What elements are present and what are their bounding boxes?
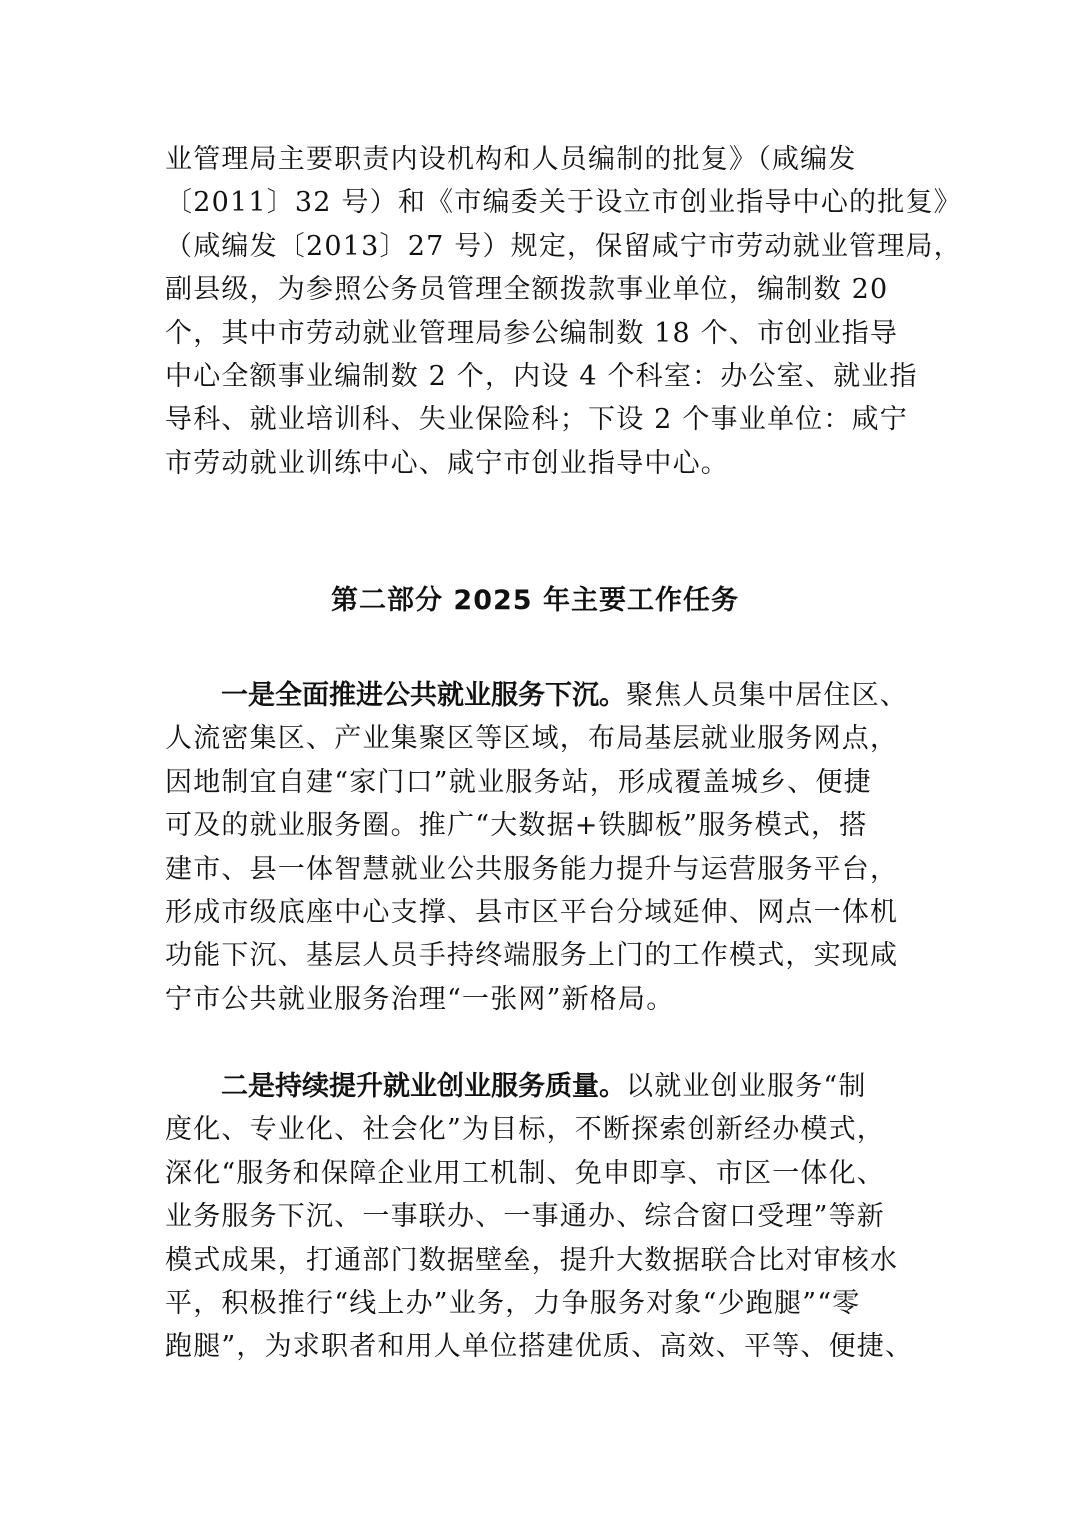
paragraph-line: 业务服务下沉、一事联办、一事通办、综合窗口受理”等新 <box>165 1201 886 1233</box>
task-one-lead: 一是全面推进公共就业服务下沉。 <box>221 680 626 711</box>
paragraph-line: 形成市级底座中心支撑、县市区平台分域延伸、网点一体机 <box>165 897 899 929</box>
paragraph-line: 市劳动就业训练中心、咸宁市创业指导中心。 <box>165 447 729 479</box>
paragraph-line: 模式成果，打通部门数据壁垒，提升大数据联合比对审核水 <box>165 1244 899 1276</box>
paragraph-line: 可及的就业服务圈。推广“大数据+铁脚板”服务模式，搭 <box>165 810 868 842</box>
paragraph-line: 跑腿”，为求职者和用人单位搭建优质、高效、平等、便捷、 <box>165 1331 914 1363</box>
paragraph-line: 副县级，为参照公务员管理全额拨款事业单位，编制数 20 <box>165 274 889 306</box>
paragraph-line: 〔2011〕32 号）和《市编委关于设立市创业指导中心的批复》 <box>165 187 962 219</box>
task-two-first-line-rest: 以就业创业服务“制 <box>626 1071 867 1102</box>
paragraph-line: 中心全额事业编制数 2 个，内设 4 个科室：办公室、就业指 <box>165 361 918 393</box>
paragraph-line: （咸编发〔2013〕27 号）规定，保留咸宁市劳动就业管理局， <box>165 230 962 262</box>
paragraph-line: 建市、县一体智慧就业公共服务能力提升与运营服务平台， <box>165 853 899 885</box>
task-two-lead: 二是持续提升就业创业服务质量。 <box>221 1071 626 1102</box>
paragraph-line: 因地制宜自建“家门口”就业服务站，形成覆盖城乡、便捷 <box>165 766 872 798</box>
paragraph-first-line <box>165 674 908 717</box>
paragraph-line: 平，积极推行“线上办”业务，力争服务对象“少跑腿”“零 <box>165 1288 861 1320</box>
task-one-first-line-rest: 聚焦人员集中居住区、 <box>626 680 908 711</box>
paragraph-line: 个，其中市劳动就业管理局参公编制数 18 个、市创业指导 <box>165 317 899 349</box>
paragraph-line: 宁市公共就业服务治理“一张网”新格局。 <box>165 983 675 1015</box>
paragraph-line: 业管理局主要职责内设机构和人员编制的批复》（咸编发 <box>165 144 857 175</box>
section-title: 第二部分 2025 年主要工作任务 <box>331 585 739 616</box>
paragraph-line: 度化、专业化、社会化”为目标，不断探索创新经办模式， <box>165 1114 886 1146</box>
paragraph-line: 深化“服务和保障企业用工机制、免申即享、市区一体化、 <box>165 1157 886 1189</box>
task-two-paragraph <box>165 1065 913 1369</box>
task-one-paragraph <box>165 674 908 1021</box>
intro-paragraph <box>165 138 962 485</box>
paragraph-line: 功能下沉、基层人员手持终端服务上门的工作模式，实现咸 <box>165 940 899 972</box>
paragraph-line: 人流密集区、产业集聚区等区域，布局基层就业服务网点， <box>165 723 899 755</box>
paragraph-line: 导科、就业培训科、失业保险科；下设 2 个事业单位：咸宁 <box>165 404 908 436</box>
paragraph-first-line <box>165 1065 913 1108</box>
